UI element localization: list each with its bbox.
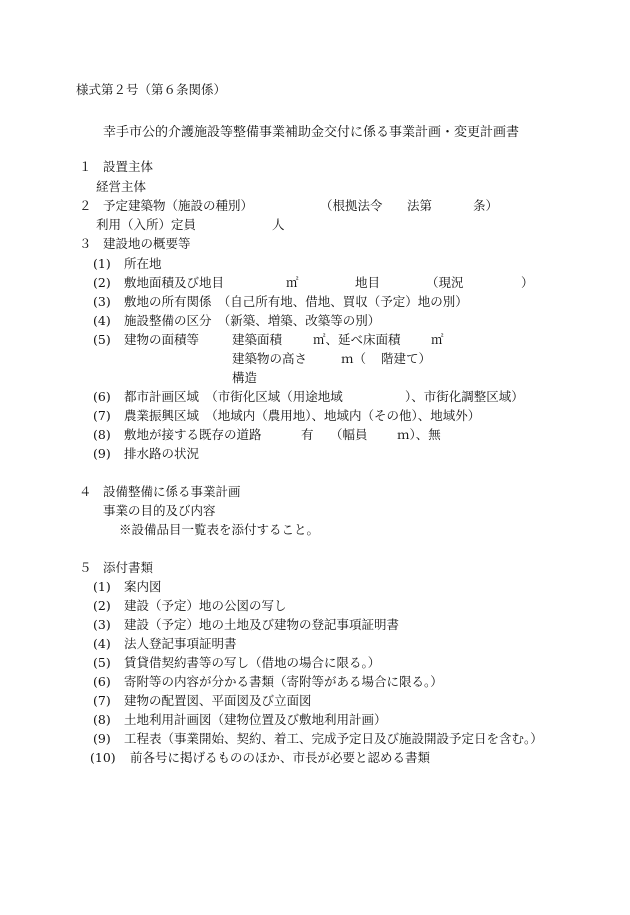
s3-item-8-has: 有 bbox=[301, 427, 314, 442]
section-1-sub: 経営主体 bbox=[96, 179, 147, 194]
s5-item-3-num: (3) bbox=[93, 617, 111, 632]
s5-item-5-text: 賃貸借契約書等の写し（借地の場合に限る。） bbox=[124, 655, 381, 670]
s3-item-5-e: ｍ（ bbox=[341, 351, 367, 366]
s5-item-1-text: 案内図 bbox=[124, 579, 162, 594]
s3-item-7-text: 農業振興区域 （地域内（農用地）、地域内（その他）、地域外） bbox=[124, 408, 481, 423]
document-title: 幸手市公的介護施設等整備事業補助金交付に係る事業計画・変更計画書 bbox=[103, 125, 520, 140]
s3-item-2-close: ） bbox=[521, 275, 534, 290]
s5-item-7-num: (7) bbox=[93, 693, 111, 708]
s3-item-5-num: (5) bbox=[93, 332, 111, 347]
s3-item-8-num: (8) bbox=[93, 427, 111, 442]
s3-item-7-num: (7) bbox=[93, 408, 111, 423]
s3-item-5-d: 建築物の高さ bbox=[232, 351, 308, 366]
section-2-heading: 予定建築物（施設の種別） bbox=[103, 198, 254, 213]
s5-item-4-num: (4) bbox=[93, 636, 111, 651]
section-1-heading: 設置主体 bbox=[103, 159, 154, 174]
s3-item-2-unit: ㎡ bbox=[286, 275, 299, 290]
s3-item-5-a: 建築面積 bbox=[232, 332, 283, 347]
s5-item-6-text: 寄附等の内容が分かる書類（寄附等がある場合に限る。） bbox=[124, 674, 443, 689]
section-2-law-end: 条） bbox=[473, 198, 499, 213]
s5-item-8-num: (8) bbox=[93, 712, 111, 727]
s5-item-9-num: (9) bbox=[93, 731, 111, 746]
s3-item-5-b: ㎡、延べ床面積 bbox=[313, 332, 401, 347]
s5-item-2-text: 建設（予定）地の公図の写し bbox=[124, 598, 287, 613]
s3-item-9-num: (9) bbox=[93, 446, 111, 461]
s3-item-1-num: (1) bbox=[93, 256, 111, 271]
s5-item-10-text: 前各号に掲げるもののほか、市長が必要と認める書類 bbox=[130, 750, 431, 765]
s3-item-1-text: 所在地 bbox=[124, 256, 162, 271]
section-4-heading: 設備整備に係る事業計画 bbox=[103, 484, 241, 499]
s5-item-2-num: (2) bbox=[93, 598, 111, 613]
s5-item-3-text: 建設（予定）地の土地及び建物の登記事項証明書 bbox=[124, 617, 400, 632]
s3-item-8-width-end: ｍ）、無 bbox=[397, 427, 441, 442]
s5-item-7-text: 建物の配置図、平面図及び立面図 bbox=[124, 693, 312, 708]
section-2-capacity: 利用（入所）定員 bbox=[96, 217, 197, 232]
section-4-sub: 事業の目的及び内容 bbox=[103, 503, 216, 518]
s3-item-9-text: 排水路の状況 bbox=[124, 446, 200, 461]
s5-item-10-num: (10) bbox=[90, 750, 116, 765]
s3-item-2-num: (2) bbox=[93, 275, 111, 290]
s5-item-6-num: (6) bbox=[93, 674, 111, 689]
form-label: 様式第２号（第６条関係） bbox=[76, 82, 227, 97]
s5-item-9-text: 工程表（事業開始、契約、着工、完成予定日及び施設開設予定日を含む。） bbox=[124, 731, 543, 746]
s3-item-8-width-open: （幅員 bbox=[330, 427, 368, 442]
s3-item-5-f: 階建て） bbox=[381, 351, 432, 366]
section-2-capacity-unit: 人 bbox=[272, 217, 285, 232]
s5-item-1-num: (1) bbox=[93, 579, 111, 594]
s3-item-2-extra: （現況 bbox=[426, 275, 464, 290]
s3-item-2-text: 敷地面積及び地目 bbox=[124, 275, 225, 290]
section-4-note: ※設備品目一覧表を添付すること。 bbox=[119, 522, 320, 537]
section-3-heading: 建設地の概要等 bbox=[103, 236, 191, 251]
section-3-number: ３ bbox=[79, 236, 92, 251]
section-5-number: ５ bbox=[79, 560, 92, 575]
section-2-number: ２ bbox=[79, 198, 92, 213]
s3-item-6-text: 都市計画区域 （市街化区域（用途地域 bbox=[124, 389, 343, 404]
s3-item-3-text: 敷地の所有関係 （自己所有地、借地、買収（予定）地の別） bbox=[124, 294, 468, 309]
s3-item-5-g: 構造 bbox=[232, 370, 258, 385]
s3-item-2-mid: 地目 bbox=[355, 275, 381, 290]
s3-item-4-text: 施設整備の区分 （新築、増築、改築等の別） bbox=[124, 313, 381, 328]
s3-item-6-num: (6) bbox=[93, 389, 111, 404]
section-5-heading: 添付書類 bbox=[103, 560, 154, 575]
s5-item-5-num: (5) bbox=[93, 655, 111, 670]
section-2-law-mid: 法第 bbox=[407, 198, 433, 213]
section-2-law-open: （根拠法令 bbox=[320, 198, 383, 213]
section-4-number: ４ bbox=[79, 484, 92, 499]
s3-item-3-num: (3) bbox=[93, 294, 111, 309]
section-1-number: １ bbox=[79, 159, 92, 174]
s3-item-8-text: 敷地が接する既存の道路 bbox=[124, 427, 262, 442]
s3-item-6-close: ）、市街化調整区域） bbox=[405, 389, 524, 404]
s5-item-4-text: 法人登記事項証明書 bbox=[124, 636, 237, 651]
s3-item-4-num: (4) bbox=[93, 313, 111, 328]
s5-item-8-text: 土地利用計画図（建物位置及び敷地利用計画） bbox=[124, 712, 387, 727]
s3-item-5-text: 建物の面積等 bbox=[124, 332, 200, 347]
s3-item-5-c: ㎡ bbox=[431, 332, 444, 347]
